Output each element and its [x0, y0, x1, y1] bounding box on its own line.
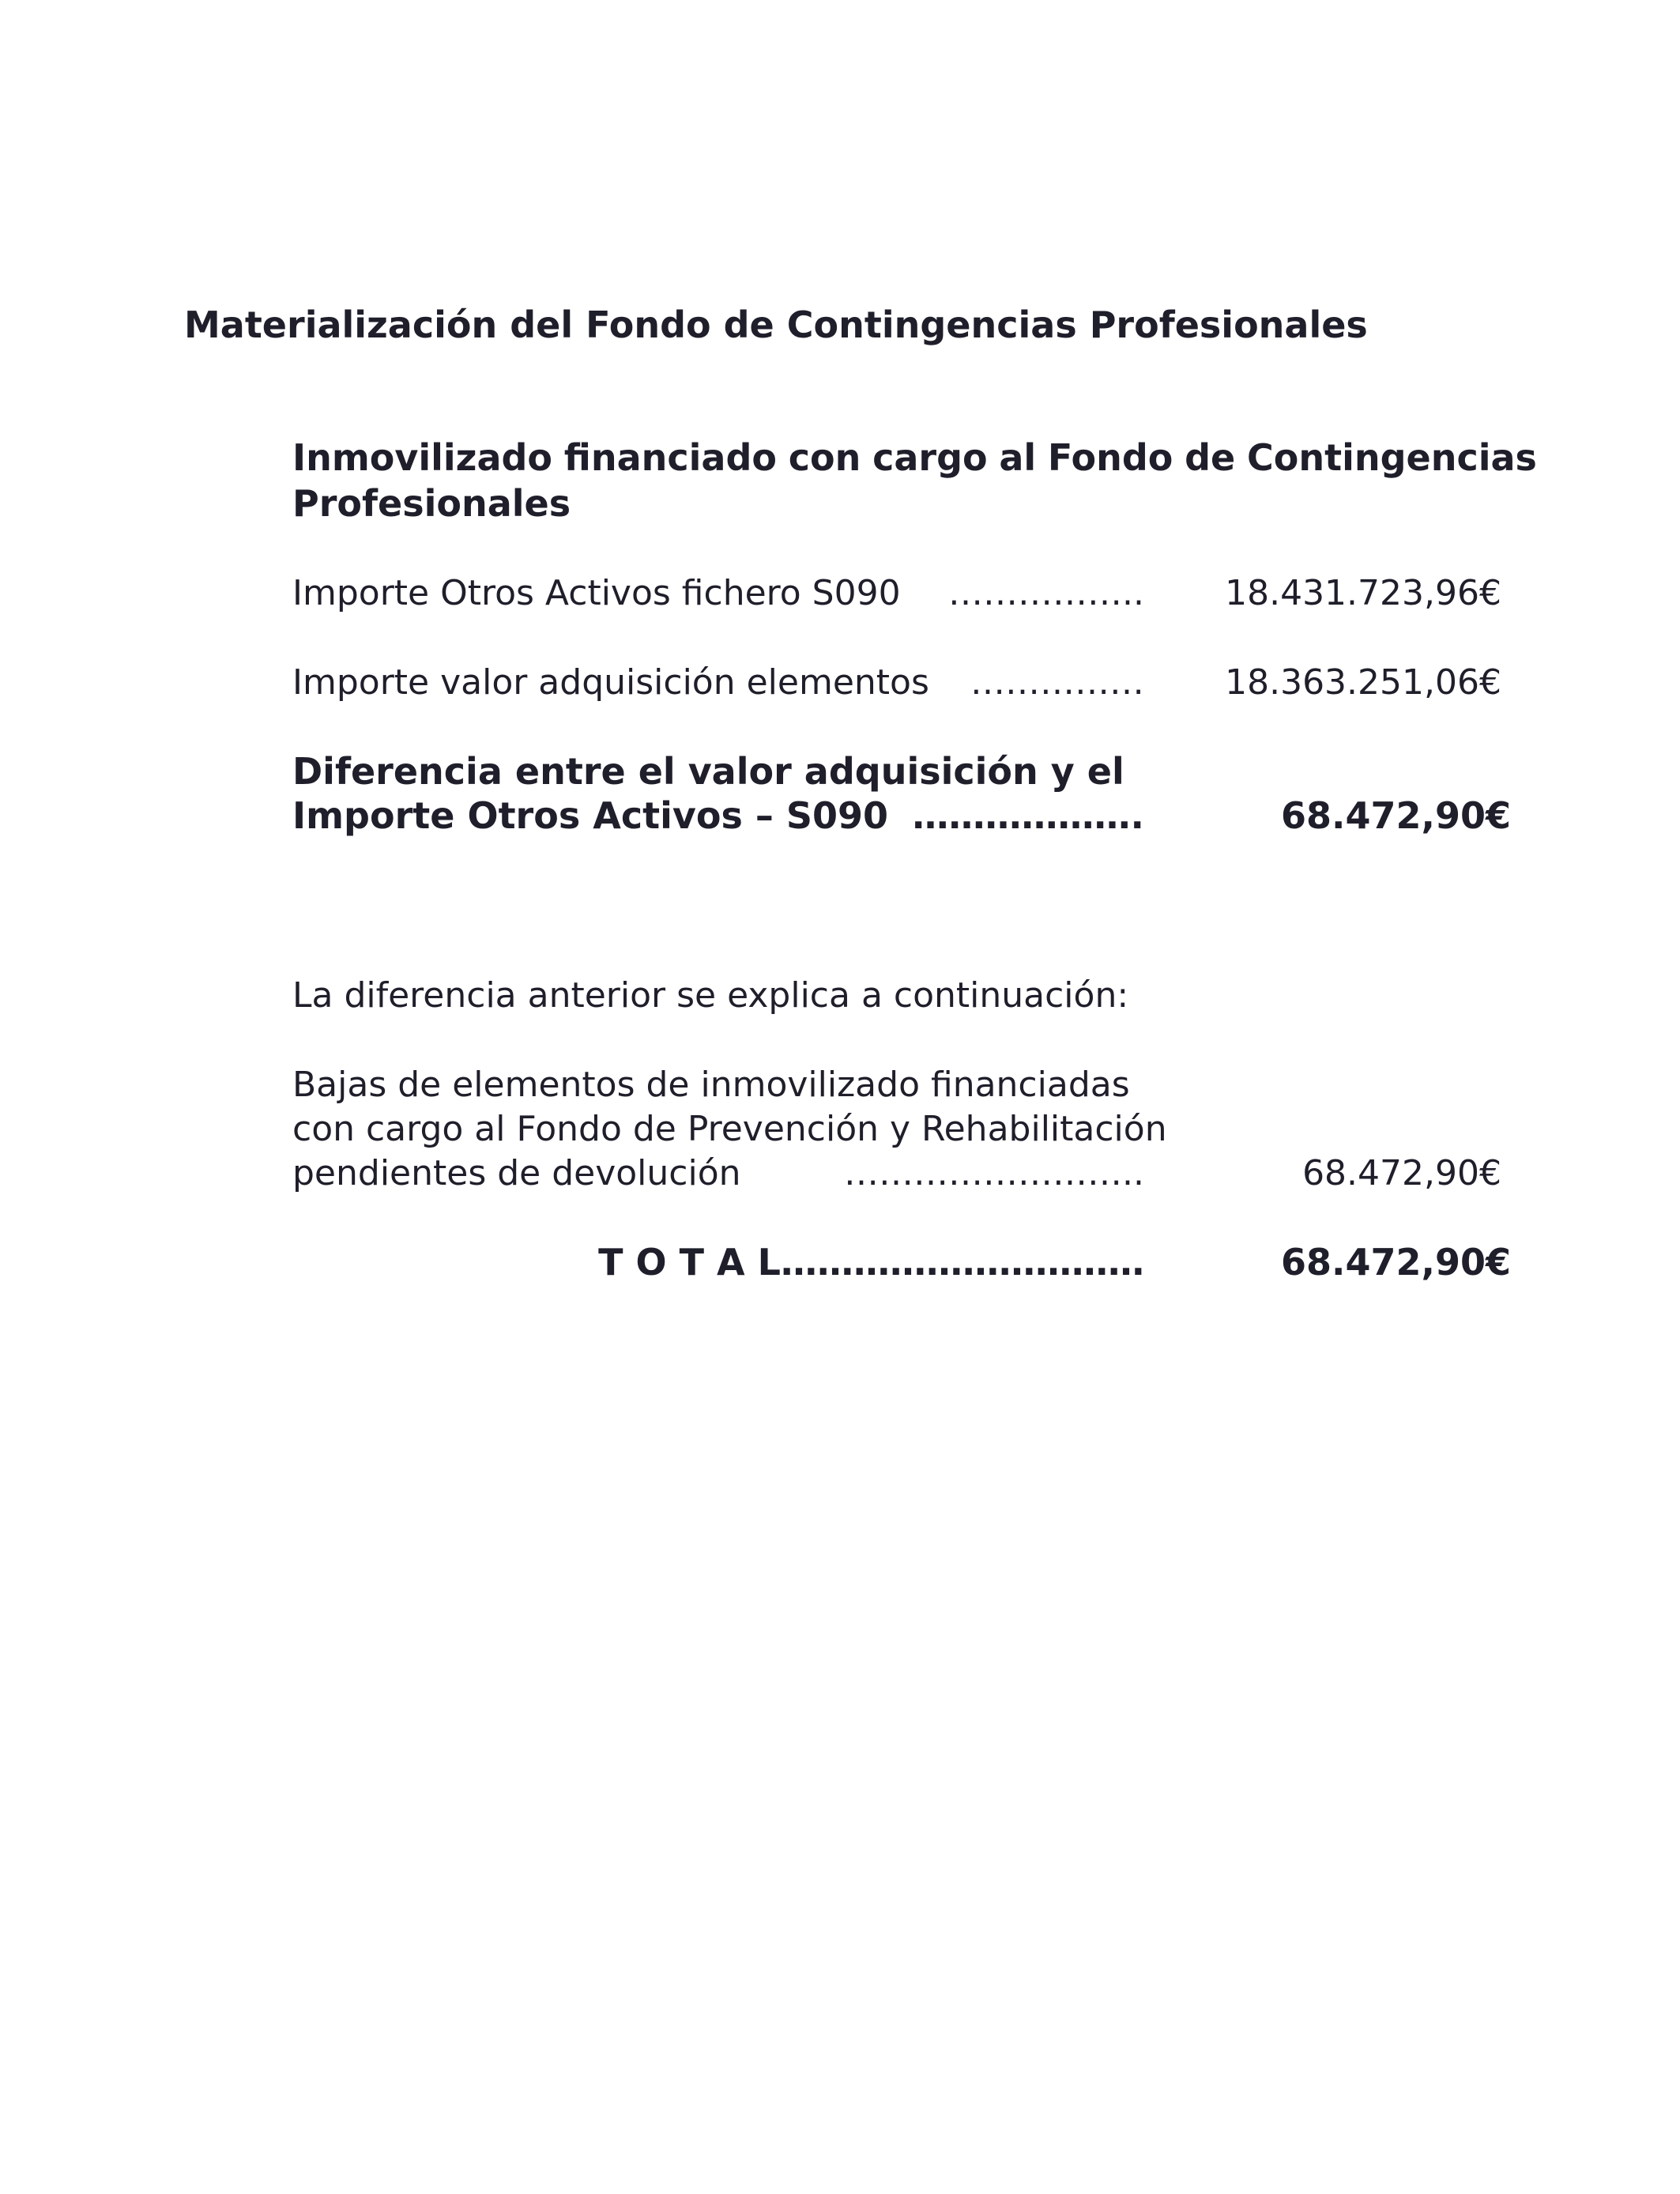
difference-amount: 68.472,90€	[1280, 794, 1511, 837]
section-heading-word: con	[788, 436, 861, 479]
difference-dots: ……………….	[912, 794, 1144, 837]
row-amount-valor-adquisicion: 18.363.251,06€	[1225, 662, 1501, 703]
row-amount-otros-activos: 18.431.723,96€	[1225, 573, 1501, 613]
total-amount: 68.472,90€	[1280, 1241, 1511, 1284]
section-heading-word: financiado	[563, 436, 778, 479]
section-heading-word: Contingencias	[1246, 436, 1537, 479]
section-heading	[292, 435, 1537, 481]
section-heading-word: Fondo	[1047, 436, 1173, 479]
bajas-amount: 68.472,90€	[1302, 1153, 1501, 1193]
row-dots-otros-activos: ……………..	[948, 573, 1144, 613]
total-label: T O T A L…………………………	[598, 1241, 1144, 1284]
document-title: Materialización del Fondo de Contingencias Profesionales	[184, 303, 1368, 346]
bajas-line2: con cargo al Fondo de Prevención y Rehabilitación	[292, 1109, 1167, 1149]
bajas-line3: pendientes de devolución	[292, 1153, 741, 1193]
row-dots-valor-adquisicion: ……………	[970, 662, 1144, 703]
bajas-dots: ……………………..	[844, 1153, 1144, 1193]
section-heading-word: cargo	[872, 436, 988, 479]
explanation-intro: La diferencia anterior se explica a continuación:	[292, 975, 1129, 1016]
difference-label-line1: Diferencia entre el valor adquisición y el	[292, 750, 1124, 793]
difference-label-line2: Importe Otros Activos – S090	[292, 794, 889, 837]
section-heading-word: al	[999, 436, 1037, 479]
section-heading-word: Inmovilizado	[292, 436, 553, 479]
section-heading-word: de	[1185, 436, 1236, 479]
bajas-line1: Bajas de elementos de inmovilizado financiadas	[292, 1065, 1130, 1105]
section-heading-line2: Profesionales	[292, 482, 571, 525]
row-label-otros-activos: Importe Otros Activos fichero S090	[292, 573, 901, 613]
row-label-valor-adquisicion: Importe valor adquisición elementos	[292, 662, 929, 703]
